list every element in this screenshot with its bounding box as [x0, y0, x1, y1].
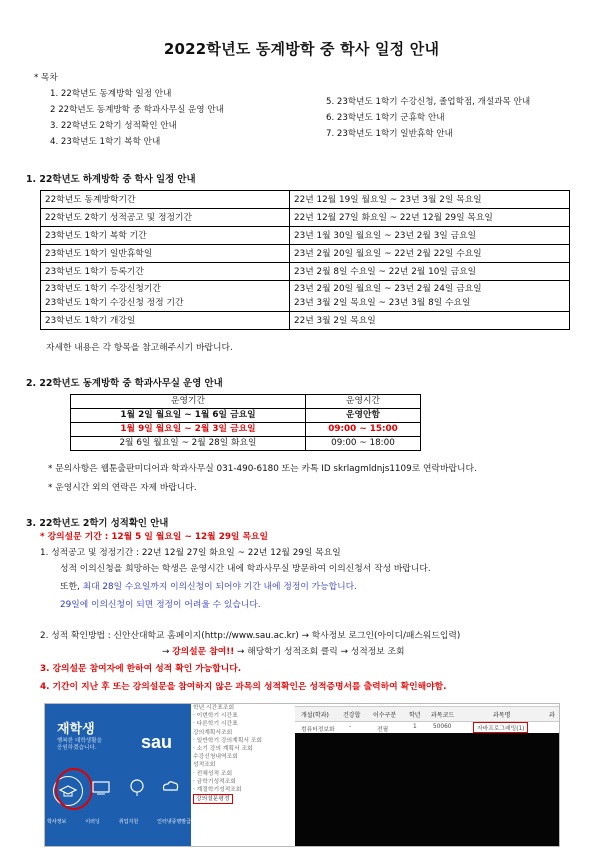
grid-header-cell: 건강합 [343, 712, 361, 719]
menu-item[interactable]: · 이번학기 시간표 [193, 713, 238, 720]
grade-item-4: 4. 기간이 지난 후 또는 강의설문을 참여하지 않은 과목의 성적확인은 성적증명서를 출력하여 확인해야함. [40, 682, 447, 692]
menu-item[interactable]: · 일반학기 강의계획서 조회 [193, 737, 262, 744]
table-cell: 1월 9일 월요일 ~ 2월 3일 금요일 [71, 423, 306, 437]
toc-item: 3. 22학년도 2학기 성적확인 안내 [50, 121, 177, 131]
survey-period: * 강의설문 기간 : 12월 5 일 월요일 ~ 12월 29일 목요일 [40, 532, 268, 542]
menu-item[interactable]: · 다른학기 시간표 [193, 721, 238, 728]
menu-item[interactable]: 성적조회 [193, 762, 216, 769]
sau-logo: sau [141, 732, 173, 752]
table-cell: 22년 12월 19일 월요일 ~ 23년 3월 2일 목요일 [290, 191, 570, 209]
panel-subtitle-line: 응원하겠습니다. [57, 745, 97, 751]
steps-rest: → 해당학기 성적조회 클릭 → 성적정보 조회 [237, 647, 405, 657]
grid-header-cell: 과목코드 [431, 712, 455, 719]
panel-title: 재학생 [57, 722, 95, 737]
table-cell: 2월 6일 월요일 ~ 2월 28일 화요일 [71, 437, 306, 451]
section2-note: * 문의사항은 웹툰출판미디어과 학과사무실 031-490-6180 또는 카톡 ID skrlagmldnjs1109로 연락바랍니다. [48, 464, 477, 474]
toc-item: 5. 23학년도 1학기 수강신청, 졸업학점, 개설과목 안내 [326, 97, 531, 107]
toc-header: * 목차 [34, 73, 58, 83]
toc-right-list [326, 94, 530, 142]
grid-cell: 전필 [377, 727, 389, 733]
table-cell: 1월 2일 월요일 ~ 1월 6일 금요일 [71, 409, 306, 423]
grade-item-3: 3. 강의설문 참여자에 한하여 성적 확인 가능합니다. [40, 664, 242, 674]
elearning-icon[interactable] [91, 780, 111, 796]
icon-label[interactable]: 인터넷증명발급 [157, 819, 191, 825]
table-cell: 22년 12월 27일 화요일 ~ 22년 12월 29일 목요일 [290, 209, 570, 227]
table-row [71, 409, 421, 423]
grid-header-cell: 이수구분 [373, 712, 397, 719]
table-cell-line: 23학년도 1학기 수강신청기간 [45, 284, 161, 294]
menu-item-survey[interactable]: 강의설문평정 [193, 794, 233, 804]
grade-item-2: 2. 성적 확인방법 : 신안산대학교 홈페이지(http://www.sau.ac.kr) → 학사정보 로그인(아이디/패스워드입력) [40, 631, 461, 641]
toc-item: 2 22학년도 동계방학 중 학과사무실 운영 안내 [50, 105, 224, 115]
table-cell: 23학년도 1학기 일반휴학일 [41, 245, 290, 263]
toc-item: 7. 23학년도 1학기 일반휴학 안내 [326, 129, 453, 139]
redacted-area [295, 733, 559, 846]
deadline-warning: 29일에 이의신청이 되면 정정이 어려울 수 있습니다. [60, 600, 261, 610]
menu-item[interactable]: · 전체성적 조회 [193, 770, 233, 777]
section1-note: 자세한 내용은 각 항목을 참고해주시기 바랍니다. [46, 343, 233, 353]
table-cell: 23학년도 1학기 등록기간 [41, 263, 290, 281]
grade-item-1-text: 성적 이의신청을 희망하는 학생은 운영시간 내에 학과사무실 방문하여 이의신청서 작성 바랍니다. [60, 564, 431, 574]
table-cell: 22학년도 2학기 성적공고 및 정정기간 [41, 209, 290, 227]
office-hours-table [70, 394, 421, 451]
table-cell: 23년 2월 8일 수요일 ~ 22년 2월 10일 금요일 [290, 263, 570, 281]
grid-header-cell: 과 [549, 712, 555, 719]
grade-grid [295, 704, 559, 846]
portal-menu [193, 704, 293, 846]
certificate-icon[interactable] [159, 778, 181, 796]
column-header: 운영시간 [306, 395, 421, 409]
table-cell: 09:00 ~ 18:00 [306, 437, 421, 451]
section2-note: * 운영시간 외의 연락은 자제 바랍니다. [48, 483, 197, 493]
toc-item: 1. 22학년도 동계방학 일정 안내 [50, 89, 172, 99]
table-cell-line: 23년 3월 2일 목요일 ~ 23년 3월 8일 수요일 [294, 298, 471, 308]
highlight-circle-icon [55, 768, 93, 810]
table-row [41, 191, 570, 209]
table-cell: 23학년도 1학기 복학 기간 [41, 227, 290, 245]
menu-item[interactable]: 수강신청내역조회 [193, 754, 238, 761]
table-row [41, 209, 570, 227]
menu-item[interactable]: 학년 시간표조회 [193, 705, 235, 711]
grid-cell: 컴퓨터정보화 [301, 727, 335, 733]
table-cell: 운영안함 [306, 409, 421, 423]
menu-item[interactable]: · 계절학기성적조회 [193, 787, 242, 794]
icon-label[interactable]: 이러닝 [85, 819, 100, 825]
table-row [41, 227, 570, 245]
toc-item: 6. 23학년도 1학기 군휴학 안내 [326, 113, 445, 123]
table-cell-line: 23년 2월 20일 월요일 ~ 23년 2월 24일 금요일 [294, 284, 482, 294]
grid-header-cell: 개설(학과) [301, 712, 329, 719]
table-cell: 23년 1월 30일 월요일 ~ 23년 2월 3일 금요일 [290, 227, 570, 245]
page-title: 2022학년도 동계방학 중 학사 일정 안내 [163, 40, 440, 58]
grid-cell: 50060 [433, 724, 452, 730]
panel-subtitle [57, 738, 102, 752]
arrow: → [162, 647, 170, 657]
portal-screenshot [44, 703, 560, 847]
table-cell: 23학년도 1학기 개강일 [41, 312, 290, 330]
grid-header [295, 706, 559, 722]
grade-item-1: 1. 성적공고 및 정정기간 : 22년 12월 27일 화요일 ~ 22년 12월 29일 목요일 [40, 548, 341, 558]
grid-cell-course[interactable]: 자바프로그래밍(1) [473, 722, 528, 733]
section2-heading: 2. 22학년도 동계방학 중 학과사무실 운영 안내 [26, 378, 223, 389]
deadline-notice: 최대 28일 수요일까지 이의신청이 되어야 기간 내에 정정이 가능합니다. [82, 582, 357, 592]
table-cell: 22학년도 동계방학기간 [41, 191, 290, 209]
survey-required: 강의설문 참여!! [172, 647, 235, 657]
table-cell [290, 281, 570, 312]
grid-row [295, 722, 559, 732]
table-row [41, 281, 570, 312]
table-row [41, 263, 570, 281]
table-header-row [71, 395, 421, 409]
grid-cell: 1 [413, 724, 417, 730]
menu-item[interactable]: · 소기 강의 계획서 조회 [193, 746, 253, 753]
table-row [71, 423, 421, 437]
icon-label[interactable]: 학사정보 [47, 819, 67, 825]
menu-item[interactable]: · 금학기성적조회 [193, 778, 236, 785]
text-prefix: 또한, [60, 582, 83, 592]
table-cell: 23년 2월 20일 월요일 ~ 22년 2월 22일 수요일 [290, 245, 570, 263]
icon-label[interactable]: 취업지원 [118, 819, 139, 825]
toc-item: 4. 23학년도 1학기 복학 안내 [50, 137, 161, 147]
section1-heading: 1. 22학년도 하계방학 중 학사 일정 안내 [26, 174, 196, 185]
grade-item-1-deadline [60, 580, 357, 595]
table-cell: 22년 3월 2일 목요일 [290, 312, 570, 330]
table-cell [41, 281, 290, 312]
table-cell-line: 23학년도 1학기 수강신청 정정 기간 [45, 298, 184, 308]
grid-cell: - [349, 724, 352, 730]
grid-header-cell: 과목명 [493, 712, 511, 719]
career-icon[interactable] [127, 778, 147, 796]
table-row [71, 437, 421, 451]
grid-header-cell: 학년 [409, 712, 421, 719]
toc-left-list [50, 86, 224, 150]
schedule-table [40, 190, 570, 330]
column-header: 운영기간 [71, 395, 306, 409]
icon-labels [47, 818, 191, 825]
section3-heading: 3. 22학년도 2학기 성적확인 안내 [26, 518, 169, 529]
grade-item-2-steps [162, 645, 405, 660]
table-cell: 09:00 ~ 15:00 [306, 423, 421, 437]
table-row [41, 245, 570, 263]
panel-subtitle-line: 행복한 대학생활을 [57, 738, 103, 744]
table-row [41, 312, 570, 330]
student-panel [45, 704, 191, 846]
menu-item[interactable]: 강의계획서조회 [193, 729, 233, 736]
